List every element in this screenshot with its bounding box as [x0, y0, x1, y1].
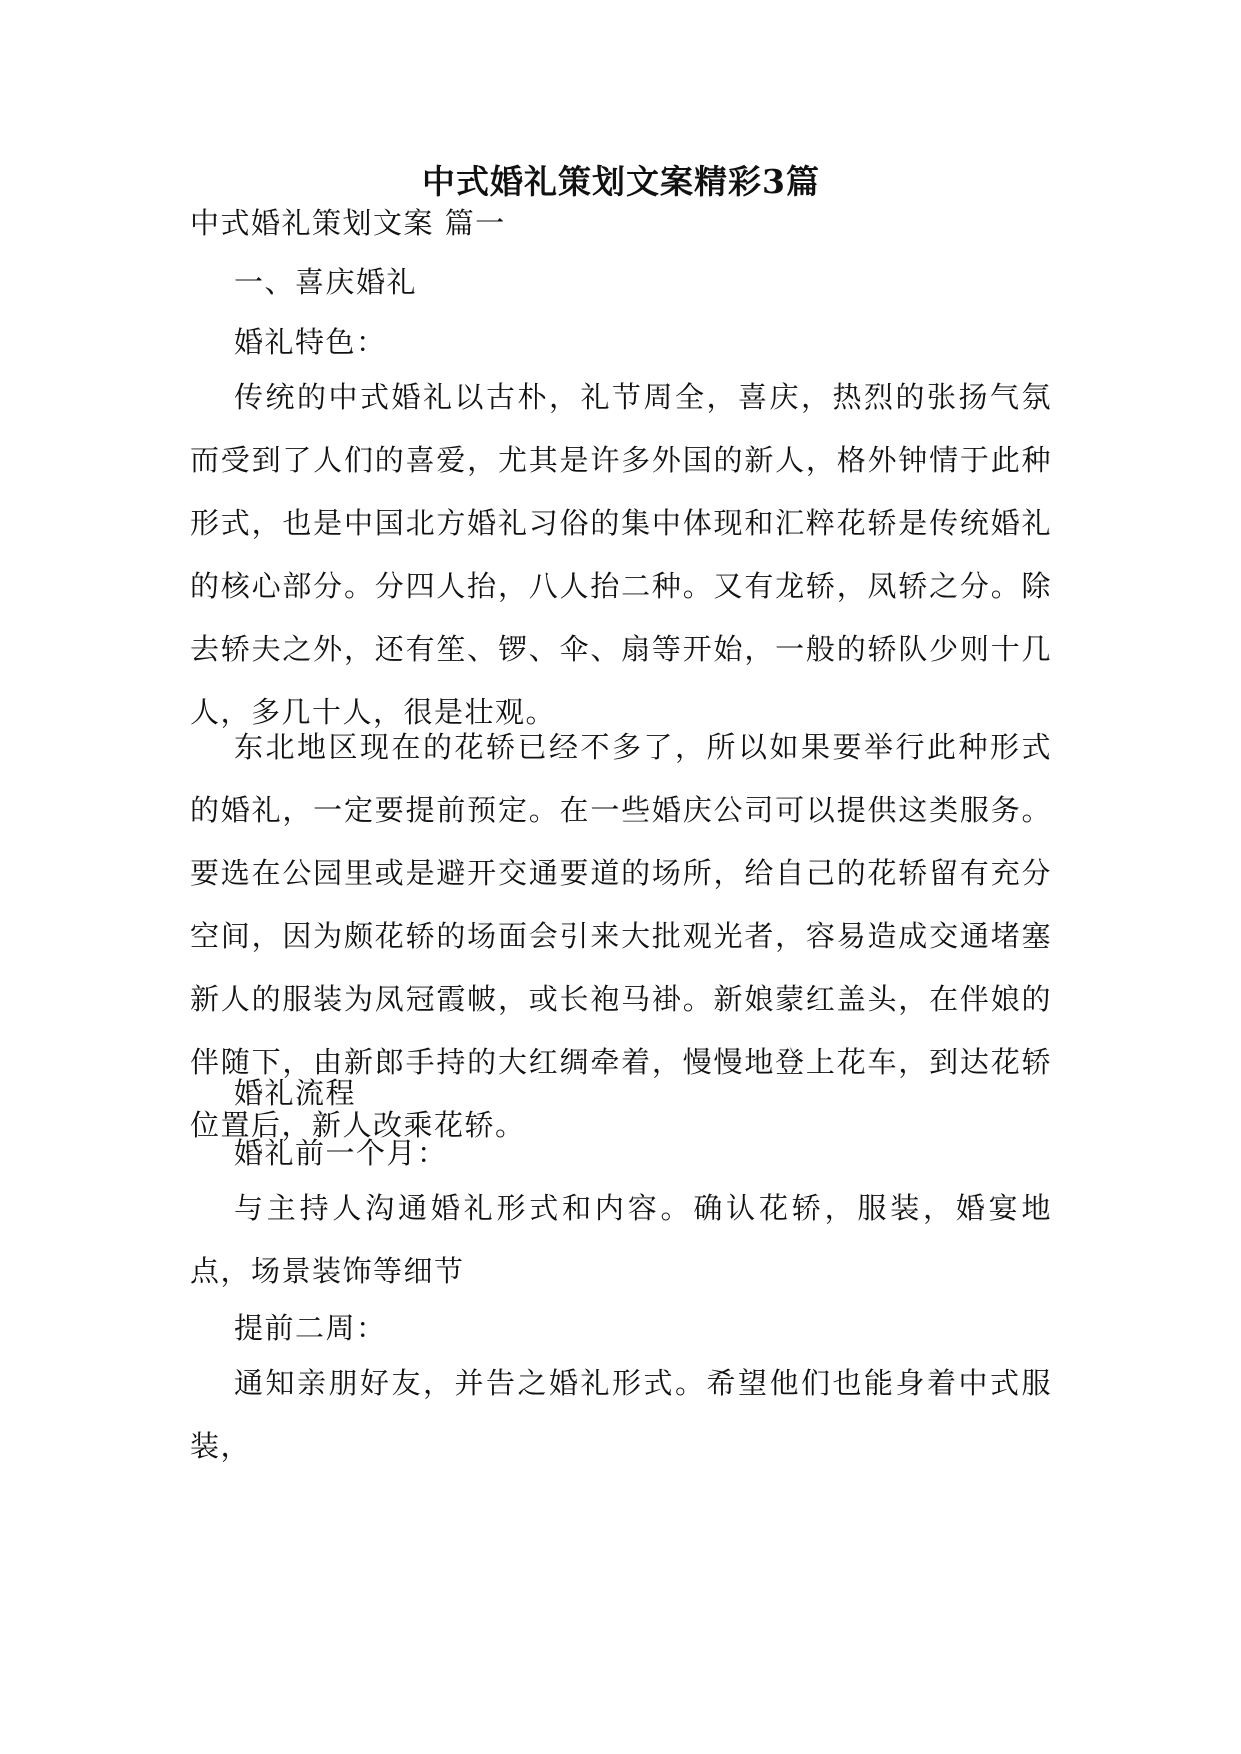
heading-celebration-wedding: 一、喜庆婚礼 [234, 265, 418, 299]
paragraph-host-communication: 与主持人沟通婚礼形式和内容。确认花轿，服装，婚宴地点，场景装饰等细节 [190, 1191, 1052, 1288]
label-wedding-features: 婚礼特色： [234, 325, 387, 359]
section-heading: 中式婚礼策划文案 篇一 [190, 206, 506, 240]
document-title: 中式婚礼策划文案精彩3篇 [422, 162, 820, 201]
paragraph-notify-friends: 通知亲朋好友，并告之婚礼形式。希望他们也能身着中式服装， [190, 1366, 1052, 1463]
paragraph-traditional-wedding: 传统的中式婚礼以古朴，礼节周全，喜庆，热烈的张扬气氛而受到了人们的喜爱，尤其是许多外国的新人，格外钟情于此种形式，也是中国北方婚礼习俗的集中体现和汇粹花轿是传统婚礼的核心部分。分四人抬，八人抬二种。又有龙轿，凤轿之分。除去轿夫之外，还有笙、锣、伞、扇等开始，一般的轿队少则十几人，多几十人，很是壮观。 [190, 380, 1052, 729]
label-month-before: 婚礼前一个月： [234, 1136, 448, 1170]
label-wedding-process: 婚礼流程 [234, 1076, 357, 1110]
label-two-weeks-before: 提前二周： [234, 1311, 387, 1345]
paragraph-northeast-sedan: 东北地区现在的花轿已经不多了，所以如果要举行此种形式的婚礼，一定要提前预定。在一些婚庆公司可以提供这类服务。要选在公园里或是避开交通要道的场所，给自己的花轿留有充分空间，因为颇花轿的场面会引来大批观光者，容易造成交通堵塞新人的服装为凤冠霞帔，或长袍马褂。新娘蒙红盖头，在伴娘的伴随下，由新郎手持的大红绸牵着，慢慢地登上花车，到达花轿位置后，新人改乘花轿。 [190, 730, 1052, 1142]
